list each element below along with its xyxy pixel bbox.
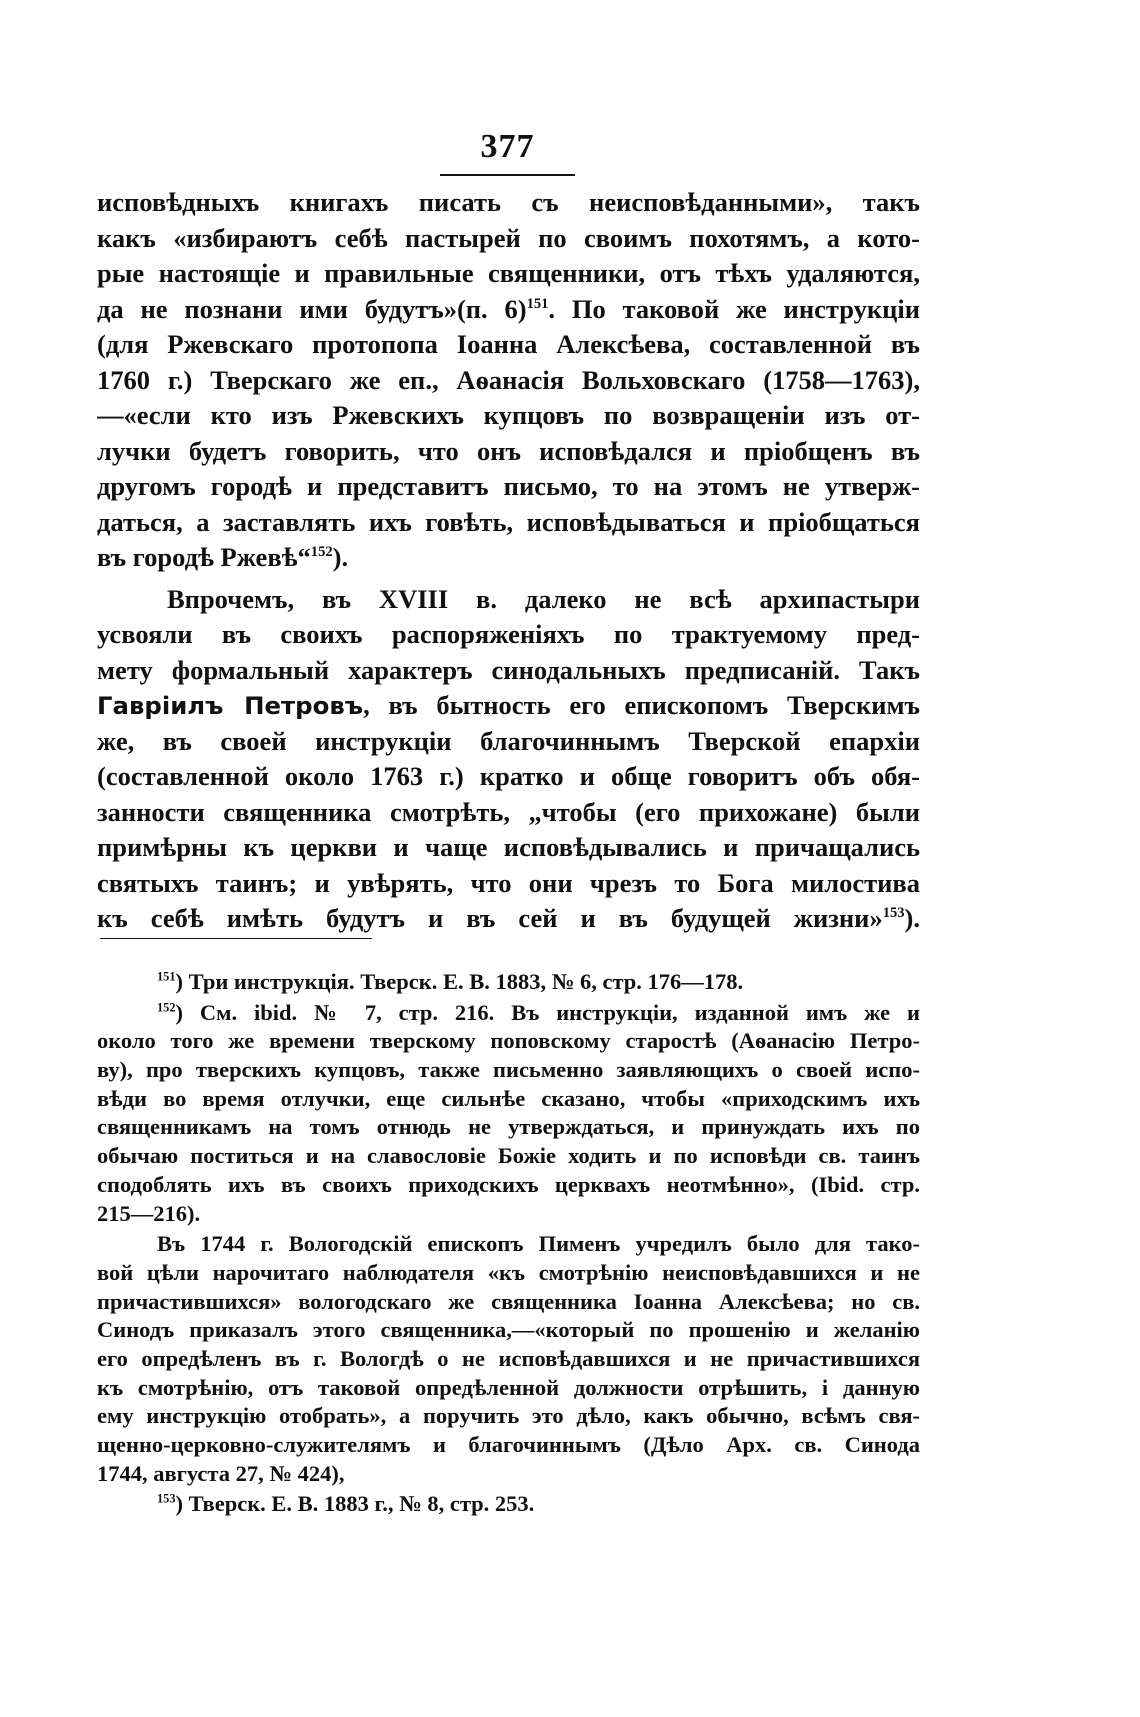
footnote-line: около того же времени тверскому поповскому старостѣ (Аѳанасію Петро- [97,1028,920,1054]
footnote-line: Синодъ приказалъ этого священника,—«который по прошенію и желанію [97,1317,920,1343]
footnote-line: къ смотрѣнію, отъ таковой опредѣленной должности отрѣшить, і данную [97,1374,920,1400]
footnote-153: $^{153}$) Тверск. Е. В. 1883 г., № 8, стр. 253. [157,1491,535,1517]
footnote-line: ву), про тверскихъ купцовъ, также письменно заявляющихъ о своей испо- [97,1057,920,1083]
text-line: святыхъ таинъ; и увѣрять, что они чрезъ то Бога милостива [97,867,920,898]
footnote-line: вой цѣли нарочитаго наблюдателя «къ смотрѣнію неисповѣдавшихся и не [97,1259,920,1285]
text-line: другомъ городѣ и представитъ письмо, то на этомъ не утверж- [97,471,920,501]
footnotes [97,968,920,1519]
text-line: усвояли въ своихъ распоряженіяхъ по трактуемому пред- [97,619,920,649]
footnote-151: $^{151}$) Три инструкція. Тверск. Е. В. 1883, № 6, стр. 176—178. [157,969,744,994]
footnote-line: ему инструкцію отобрать», а поручить это дѣло, какъ обычно, всѣмъ свя- [97,1403,920,1429]
footnote-152: $^{152}$) См. ibid. № 7, стр. 216. Въ инструкціи, изданной имъ же и [157,999,920,1025]
text-line: какъ «избираютъ себѣ пастырей по своимъ похотямъ, а кото- [97,222,920,253]
page-number: 377 [480,128,535,165]
text-line: лучки будетъ говорить, что онъ исповѣдался и пріобщенъ въ [97,435,920,466]
footnote-ref-151: 151 [526,295,549,312]
text-line: Впрочемъ, въ XVIII в. далеко не всѣ архипастыри [167,583,920,614]
text-line: (составленной около 1763 г.) кратко и обще говоритъ объ обя- [97,761,920,791]
page-number-rule [440,174,575,176]
footnote-ref-153: 153 [882,905,905,922]
footnote-separator [100,938,372,939]
footnote-line: вѣди во время отлучки, еще сильнѣе сказано, чтобы «приходскимъ ихъ [97,1085,920,1111]
text-line: мету формальный характеръ синодальныхъ предписаній. Такъ [97,654,920,685]
footnote-line: щенно-церковно-служителямъ и благочиннымъ (Дѣло Арх. св. Синода [97,1432,920,1457]
footnote-marker: 151 [157,969,176,984]
footnote-marker: 152 [157,1000,176,1015]
text-fragment: въ городѣ Ржевѣ“ [97,542,311,572]
text-line: 1760 г.) Тверскаго же еп., Аѳанасія Вольховскаго (1758—1763), [97,364,920,395]
person-name: Гавріилъ Петровъ [97,691,364,720]
text-fragment: къ себѣ имѣть будутъ и въ сей и въ будущей жизни» [97,903,883,933]
footnote-marker: 153 [157,1491,176,1506]
text-line: исповѣдныхъ книгахъ писать съ неисповѣданными», такъ [97,187,920,217]
text-line: —«если кто изъ Ржевскихъ купцовъ по возвращеніи изъ от- [97,400,920,430]
main-text [97,185,920,937]
footnote-line: его опредѣленъ въ г. Вологдѣ о не исповѣдавшихся и не причастившихся [97,1345,920,1371]
text-line [97,688,920,724]
text-line [97,540,920,576]
text-line: примѣрны къ церкви и чаще исповѣдывались и причащались [97,832,920,862]
text-line [97,901,920,937]
footnote-line: 1744, августа 27, № 424), [97,1460,345,1486]
text-line: занности священника смотрѣть, „чтобы (его прихожане) были [97,796,920,827]
text-fragment: . По таковой же инструкціи [548,293,920,324]
text-line: (для Ржевскаго протопопа Іоанна Алексѣева, составленной въ [97,329,920,359]
text-line [97,292,920,328]
footnote-line: 215—216). [97,1200,201,1226]
text-fragment: , въ бытность его епископомъ Тверскимъ [363,690,920,720]
footnote-line: обычаю поститься и на славословіе Божіе ходить и по исповѣди св. таинъ [97,1143,920,1169]
text-fragment: ). [332,542,349,572]
footnote-paragraph-line: Въ 1744 г. Вологодскій епископъ Пименъ учредилъ было для тако- [157,1231,920,1257]
text-line: рые настоящіе и правильные священники, отъ тѣхъ удаляются, [97,258,920,288]
text-fragment: ). [904,903,920,933]
footnote-ref-152: 152 [310,544,333,561]
text-line: даться, а заставлять ихъ говѣть, исповѣдываться и пріобщаться [97,506,920,537]
text-line: же, въ своей инструкціи благочиннымъ Тверской епархіи [97,725,920,756]
footnote-line: причастившихся» вологодскаго же священника Іоанна Алексѣева; но св. [97,1288,920,1314]
text-fragment: да не познани ими будутъ»(п. 6) [97,293,527,324]
footnote-line: сподоблять ихъ въ своихъ приходскихъ церквахъ неотмѣнно», (Ibid. стр. [97,1171,920,1197]
footnote-line: священникамъ на томъ отнюдь не утверждаться, и принуждать ихъ по [97,1114,920,1140]
